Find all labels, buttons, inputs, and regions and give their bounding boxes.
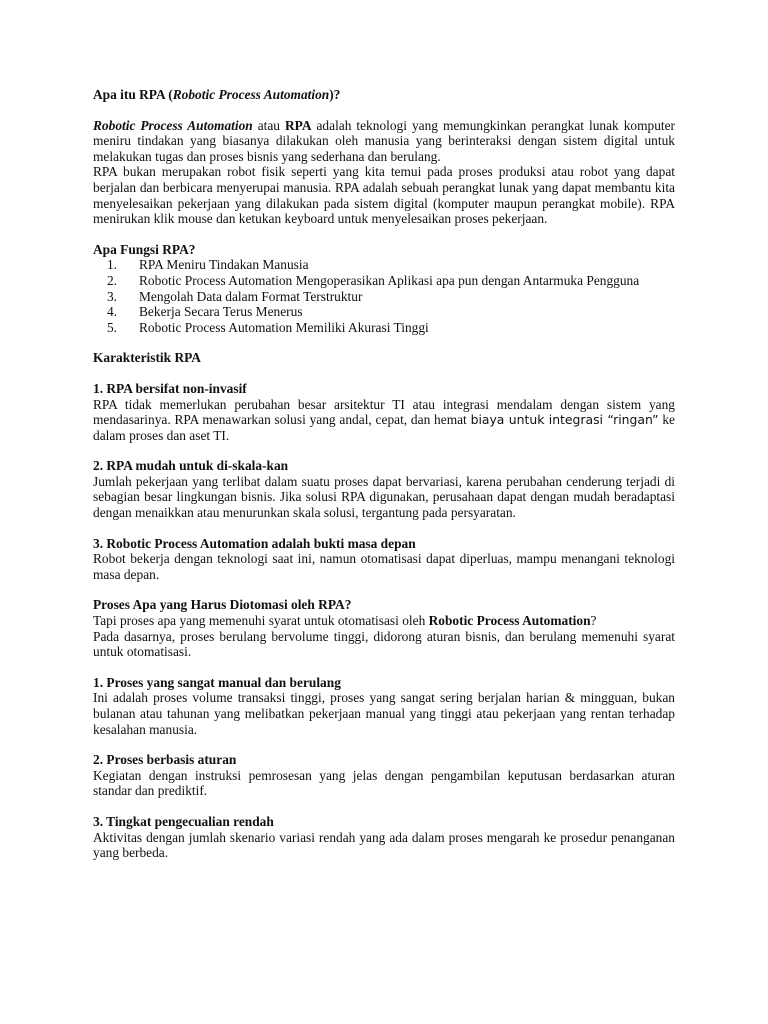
function-list-item xyxy=(93,257,675,273)
list-text: Bekerja Secara Terus Menerus xyxy=(139,304,303,320)
list-number: 5. xyxy=(106,319,117,335)
intro-term: Robotic Process Automation xyxy=(93,117,253,133)
list-text: RPA Meniru Tindakan Manusia xyxy=(139,257,309,273)
list-text: Robotic Process Automation Mengoperasikan Aplikasi apa pun dengan Antarmuka Pengguna xyxy=(139,272,640,288)
list-number: 3. xyxy=(106,288,117,304)
characteristics-heading: Karakteristik RPA xyxy=(93,350,201,366)
function-list-item xyxy=(93,289,675,305)
function-list-item xyxy=(93,320,675,336)
characteristic-1-heading: 1. RPA bersifat non-invasif xyxy=(93,380,247,396)
title-italic: Robotic Process Automation xyxy=(172,87,330,102)
page-title: Apa itu RPA (Robotic Process Automation)? xyxy=(93,87,341,102)
process-3-heading: 3. Tingkat pengecualian rendah xyxy=(93,813,274,829)
characteristic-2-text: Jumlah pekerjaan yang terlibat dalam suatu proses dapat bervariasi, karena perubahan cenderung terjadi di sebagian besar lingkungan bisnis. Jika solusi RPA digunakan, perusahaan dapat dengan mudah beradaptasi dengan menaikkan atau menurunkan skala solusi, tergantung pada persyaratan. xyxy=(93,473,675,521)
processes-question: Tapi proses apa yang memenuhi syarat untuk otomatisasi oleh Robotic Process Automation? xyxy=(93,613,597,629)
characteristic-1-text: RPA tidak memerlukan perubahan besar arsitektur TI atau integrasi mendalam dengan sistem yang mendasarinya. RPA menawarkan solusi yang andal, cepat, dan hemat biaya untuk integrasi “ringan” ke dalam proses dan aset TI. xyxy=(93,396,675,443)
processes-basic: Pada dasarnya, proses berulang bervolume tinggi, didorong aturan bisnis, dan berulang memenuhi syarat untuk otomatisasi. xyxy=(93,628,675,660)
intro-abbr: RPA xyxy=(284,117,312,133)
characteristic-2-heading: 2. RPA mudah untuk di-skala-kan xyxy=(93,458,289,474)
process-2-text: Kegiatan dengan instruksi pemrosesan yang jelas dengan pengambilan keputusan berdasarkan aturan standar dan prediktif. xyxy=(93,767,675,799)
list-number: 1. xyxy=(106,257,117,273)
intro-paragraph-2: RPA bukan merupakan robot fisik seperti yang kita temui pada proses produksi atau robot yang dapat berjalan dan berbicara menyerupai manusia. RPA adalah sebuah perangkat lunak yang dapat membantu kita menyelesaikan pekerjaan yang dilakukan pada sistem digital (komputer maupun perangkat mobile). RPA menirukan klik mouse dan ketukan keyboard untuk menyelesaikan proses pekerjaan. xyxy=(93,164,675,227)
list-number: 4. xyxy=(106,304,117,320)
functions-list xyxy=(93,257,675,335)
characteristic-3-text: Robot bekerja dengan teknologi saat ini, namun otomatisasi dapat diperluas, mampu menangani teknologi masa depan. xyxy=(93,551,675,582)
process-3-text: Aktivitas dengan jumlah skenario variasi rendah yang ada dalam proses mengarah ke prosedur penanganan yang berbeda. xyxy=(93,829,675,861)
characteristic-1-highlight: biaya untuk integrasi “ringan” xyxy=(470,412,659,428)
characteristic-3-heading: 3. Robotic Process Automation adalah bukti masa depan xyxy=(93,535,416,551)
function-list-item xyxy=(93,273,675,289)
list-number: 2. xyxy=(106,272,117,288)
process-1-text: Ini adalah proses volume transaksi tinggi, proses yang sangat sering berjalan harian & mingguan, bukan bulanan atau tahunan yang melibatkan pekerjaan manual yang tinggi atau pekerjaan yang rentan terhadap kesalahan manusia. xyxy=(93,690,675,737)
list-text: Mengolah Data dalam Format Terstruktur xyxy=(139,288,363,304)
processes-question-term: Robotic Process Automation xyxy=(428,613,591,629)
intro-paragraph: Robotic Process Automation atau RPA adalah teknologi yang memungkinkan perangkat lunak komputer meniru tindakan yang biasanya dilakukan oleh manusia yang berinteraksi dengan sistem digital untuk melakukan tugas dan proses bisnis yang sederhana dan berulang. xyxy=(93,117,676,164)
functions-heading: Apa Fungsi RPA? xyxy=(93,241,196,257)
process-1-heading: 1. Proses yang sangat manual dan berulang xyxy=(93,674,341,690)
process-2-heading: 2. Proses berbasis aturan xyxy=(93,752,237,768)
document-body xyxy=(93,87,675,861)
function-list-item xyxy=(93,304,675,320)
processes-heading: Proses Apa yang Harus Diotomasi oleh RPA? xyxy=(93,597,352,613)
list-text: Robotic Process Automation Memiliki Akurasi Tinggi xyxy=(139,319,429,335)
